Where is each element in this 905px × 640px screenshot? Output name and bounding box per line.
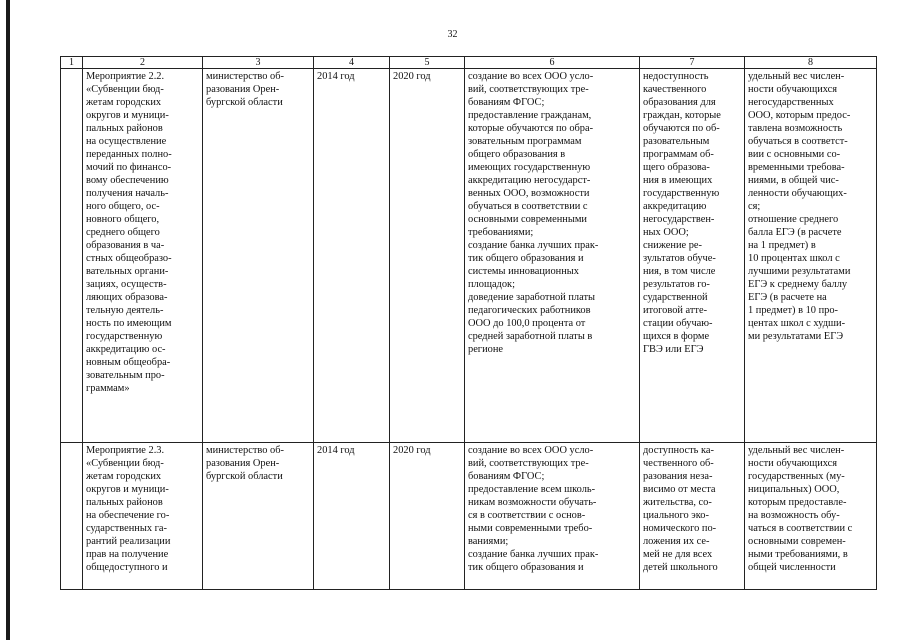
text-line: разования неза-: [643, 471, 713, 482]
indicator-cell: [745, 443, 877, 590]
text-line: аккредитацию: [643, 201, 707, 212]
text-line: Мероприятие 2.2.: [86, 71, 165, 82]
text-line: балла ЕГЭ (в расчете: [748, 227, 842, 238]
text-line: снижение ре-: [643, 240, 702, 251]
text-line: образования в ча-: [86, 240, 165, 251]
text-line: которые обучаются по обра-: [468, 123, 594, 134]
text-line: детей школьного: [643, 562, 718, 573]
text-line: общедоступного и: [86, 562, 168, 573]
text-line: на обеспечение го-: [86, 510, 170, 521]
text-line: обучаться в соответствии с: [468, 201, 588, 212]
text-line: создание банка лучших прак-: [468, 549, 599, 560]
scan-edge-bar: [6, 0, 10, 640]
text-line: ООО, которым предос-: [748, 110, 851, 121]
text-line: временными требова-: [748, 162, 845, 173]
text-line: негосударствен-: [643, 214, 715, 225]
text-line: Мероприятие 2.3.: [86, 445, 165, 456]
text-line: венных ООО, возможности: [468, 188, 590, 199]
text-line: ЕГЭ (в расчете на: [748, 292, 827, 303]
column-header: 5: [390, 57, 465, 69]
text-line: недоступность: [643, 71, 709, 82]
text-line: разования Орен-: [206, 84, 280, 95]
text-line: вательных органи-: [86, 266, 169, 277]
text-line: жительства, со-: [643, 497, 712, 508]
text-line: создание банка лучших прак-: [468, 240, 599, 251]
text-line: «Субвенции бюд-: [86, 84, 164, 95]
column-header: 2: [83, 57, 203, 69]
text-line: аккредитацию негосударст-: [468, 175, 591, 186]
text-line: бургской области: [206, 471, 283, 482]
text-line: переданных полно-: [86, 149, 172, 160]
text-line: основными современ-: [748, 536, 846, 547]
executor-cell: [203, 443, 314, 590]
text-line: чественного об-: [643, 458, 714, 469]
text-line: вий, соответствующих тре-: [468, 458, 589, 469]
text-line: ния в имеющих: [643, 175, 713, 186]
text-line: округов и муници-: [86, 484, 169, 495]
text-line: пальных районов: [86, 123, 163, 134]
text-line: ными требованиями, в: [748, 549, 848, 560]
text-line: площадок;: [468, 279, 515, 290]
text-line: удельный вес числен-: [748, 71, 845, 82]
text-line: мей не для всех: [643, 549, 713, 560]
text-line: новным общеобра-: [86, 357, 171, 368]
text-line: общей численности: [748, 562, 836, 573]
text-line: зациях, осуществ-: [86, 279, 167, 290]
text-line: ложения их се-: [643, 536, 710, 547]
text-line: висимо от места: [643, 484, 716, 495]
text-line: создание во всех ООО усло-: [468, 71, 594, 82]
text-line: аккредитацию ос-: [86, 344, 166, 355]
text-line: основными современными: [468, 214, 587, 225]
text-line: государственную: [643, 188, 720, 199]
column-header: 6: [465, 57, 640, 69]
text-line: стации обучаю-: [643, 318, 713, 329]
text-line: новного общего,: [86, 214, 160, 225]
text-line: «Субвенции бюд-: [86, 458, 164, 469]
text-line: тик общего образования и: [468, 253, 584, 264]
text-line: программам об-: [643, 149, 714, 160]
text-line: ниципальных) ООО,: [748, 484, 840, 495]
executor-cell: [203, 69, 314, 443]
activity-cell: [83, 443, 203, 590]
text-line: требованиями;: [468, 227, 534, 238]
text-line: номического по-: [643, 523, 717, 534]
column-number-row: [61, 57, 877, 69]
text-line: бованиям ФГОС;: [468, 471, 545, 482]
text-line: итоговой атте-: [643, 305, 708, 316]
text-line: округов и муници-: [86, 110, 169, 121]
text-line: средней заработной платы в: [468, 331, 593, 342]
text-line: результатов го-: [643, 279, 710, 290]
text-line: тавлена возможность: [748, 123, 843, 134]
text-line: регионе: [468, 344, 503, 355]
text-line: отношение среднего: [748, 214, 839, 225]
text-line: зовательным программам: [468, 136, 582, 147]
text-line: стных общеобразо-: [86, 253, 172, 264]
text-line: на 1 предмет) в: [748, 240, 816, 251]
text-line: зультатов обуче-: [643, 253, 716, 264]
start-year-cell: 2014 год: [314, 443, 390, 590]
text-line: центах школ с худши-: [748, 318, 846, 329]
program-activities-table: [60, 56, 877, 590]
text-line: обучаться в соответст-: [748, 136, 848, 147]
text-line: вий, соответствующих тре-: [468, 84, 589, 95]
text-line: разовательным: [643, 136, 710, 147]
text-line: предоставление гражданам,: [468, 110, 592, 121]
text-line: ниями, в общей чис-: [748, 175, 839, 186]
column-header: 8: [745, 57, 877, 69]
row-number-cell: [61, 443, 83, 590]
text-line: жетам городских: [86, 97, 162, 108]
text-line: доступность ка-: [643, 445, 714, 456]
text-line: 10 процентах школ с: [748, 253, 840, 264]
expected-result-cell: [465, 69, 640, 443]
text-line: получения началь-: [86, 188, 169, 199]
expected-result-cell: [465, 443, 640, 590]
text-line: прав на получение: [86, 549, 169, 560]
text-line: предоставление всем школь-: [468, 484, 596, 495]
text-line: системы инновационных: [468, 266, 579, 277]
column-header: 1: [61, 57, 83, 69]
text-line: ваниями;: [468, 536, 509, 547]
text-line: вому обеспечению: [86, 175, 169, 186]
text-line: негосударственных: [748, 97, 834, 108]
text-line: доведение заработной платы: [468, 292, 595, 303]
text-line: пальных районов: [86, 497, 163, 508]
text-line: ляющих образова-: [86, 292, 168, 303]
text-line: ми результатами ЕГЭ: [748, 331, 844, 342]
text-line: педагогических работников: [468, 305, 591, 316]
text-line: граммам»: [86, 383, 130, 394]
text-line: государственных (му-: [748, 471, 845, 482]
text-line: удельный вес числен-: [748, 445, 845, 456]
text-line: министерство об-: [206, 445, 284, 456]
text-line: ся в соответствии с основ-: [468, 510, 586, 521]
text-line: министерство об-: [206, 71, 284, 82]
text-line: ГВЭ или ЕГЭ: [643, 344, 704, 355]
text-line: граждан, которые: [643, 110, 721, 121]
text-line: ности обучающихся: [748, 84, 838, 95]
text-line: лучшими результатами: [748, 266, 851, 277]
text-line: сударственных га-: [86, 523, 167, 534]
text-line: щихся в форме: [643, 331, 710, 342]
text-line: ного общего, ос-: [86, 201, 160, 212]
text-line: зовательным про-: [86, 370, 165, 381]
text-line: качественного: [643, 84, 707, 95]
text-line: сударственной: [643, 292, 708, 303]
text-line: чаться в соответствии с: [748, 523, 853, 534]
text-line: ленности обучающих-: [748, 188, 847, 199]
text-line: среднего общего: [86, 227, 160, 238]
text-line: ся;: [748, 201, 761, 212]
risk-cell: [640, 69, 745, 443]
text-line: образования для: [643, 97, 716, 108]
text-line: жетам городских: [86, 471, 162, 482]
start-year-cell: 2014 год: [314, 69, 390, 443]
text-line: государственную: [86, 331, 163, 342]
text-line: ность по имеющим: [86, 318, 172, 329]
text-line: тик общего образования и: [468, 562, 584, 573]
text-line: бургской области: [206, 97, 283, 108]
indicator-cell: [745, 69, 877, 443]
text-line: ЕГЭ к среднему баллу: [748, 279, 848, 290]
table-row: [61, 69, 877, 443]
page-number: 32: [447, 29, 458, 40]
text-line: вии с основными со-: [748, 149, 841, 160]
text-line: циального эко-: [643, 510, 709, 521]
text-line: рантий реализации: [86, 536, 171, 547]
risk-cell: [640, 443, 745, 590]
text-line: которым предоставле-: [748, 497, 847, 508]
row-number-cell: [61, 69, 83, 443]
column-header: 4: [314, 57, 390, 69]
text-line: разования Орен-: [206, 458, 280, 469]
text-line: ными современными требо-: [468, 523, 593, 534]
text-line: обучаются по об-: [643, 123, 720, 134]
column-header: 7: [640, 57, 745, 69]
text-line: имеющих государственную: [468, 162, 591, 173]
text-line: мочий по финансо-: [86, 162, 172, 173]
text-line: ности обучающихся: [748, 458, 838, 469]
text-line: ООО до 100,0 процента от: [468, 318, 586, 329]
column-header: 3: [203, 57, 314, 69]
end-year-cell: 2020 год: [390, 443, 465, 590]
text-line: тельную деятель-: [86, 305, 164, 316]
text-line: щего образова-: [643, 162, 710, 173]
text-line: ния, в том числе: [643, 266, 716, 277]
text-line: создание во всех ООО усло-: [468, 445, 594, 456]
text-line: 1 предмет) в 10 про-: [748, 305, 838, 316]
text-line: ных ООО;: [643, 227, 689, 238]
text-line: на осуществление: [86, 136, 167, 147]
table-row: [61, 443, 877, 590]
text-line: на возможность обу-: [748, 510, 840, 521]
text-line: общего образования в: [468, 149, 566, 160]
activity-cell: [83, 69, 203, 443]
end-year-cell: 2020 год: [390, 69, 465, 443]
text-line: бованиям ФГОС;: [468, 97, 545, 108]
text-line: никам возможности обучать-: [468, 497, 597, 508]
